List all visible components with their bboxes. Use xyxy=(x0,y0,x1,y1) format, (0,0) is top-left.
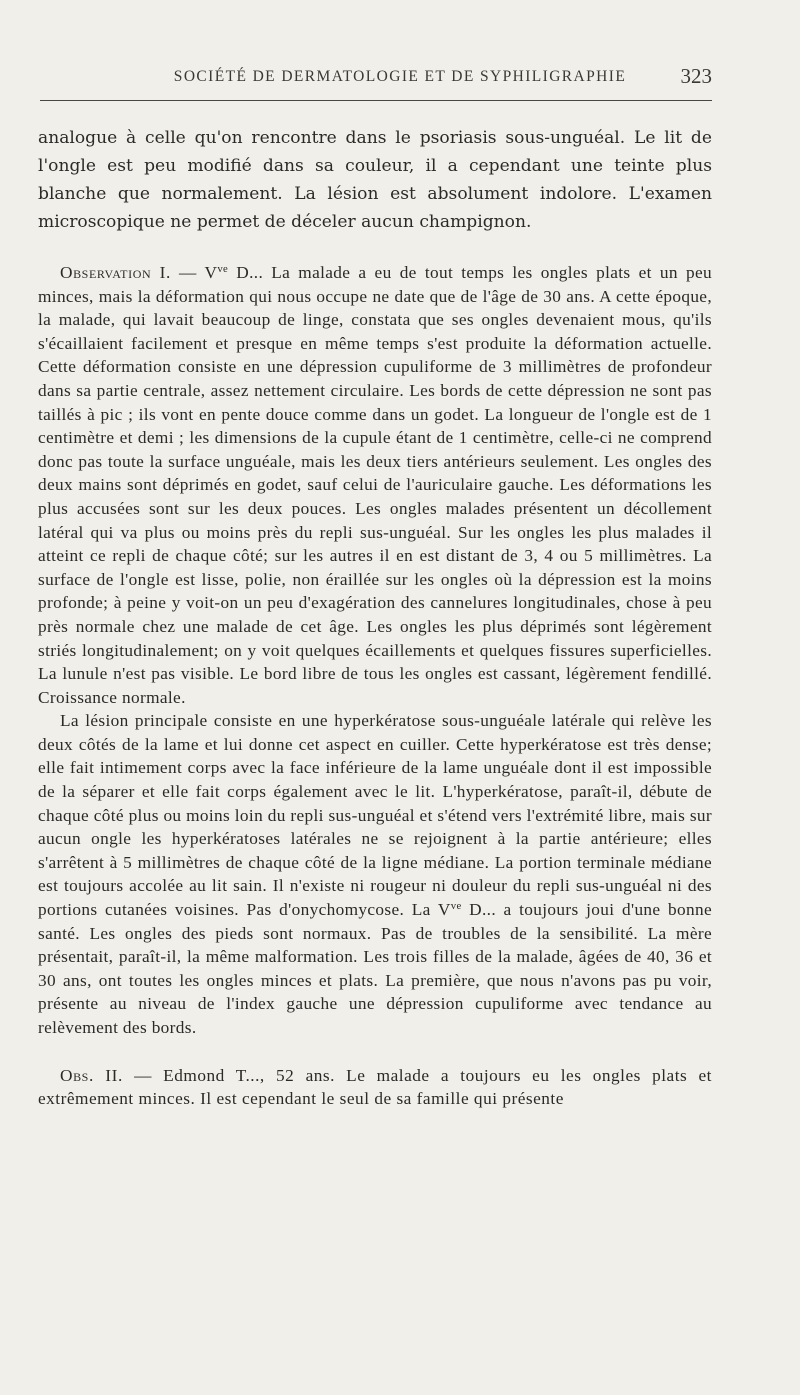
running-title: SOCIÉTÉ DE DERMATOLOGIE ET DE SYPHILIGRAPHIE xyxy=(173,68,627,85)
patient-prefix-2: V xyxy=(437,900,451,920)
patient-sup-2: ve xyxy=(450,900,462,913)
patient-sup: ve xyxy=(217,263,229,276)
observation-1-dash: — xyxy=(170,263,205,282)
observation-1-label: Observation I. xyxy=(60,263,171,282)
observation-1-text-2a: La lésion principale consiste en une hyperkératose sous-unguéale latérale qui relève les deux côtés de la lame et lui donne cet aspect en cuiller. Cette hyperkératose est très dense; elle fait intimement corps avec la face inférieure de la lame unguéale dont il est impossible de la séparer et elle fait corps également avec le lit. L'hyperkératose, paraît-il, débute de chaque côté plus ou moins loin du repli sus-unguéal et s'étend vers l'extrémité libre, mais sur aucun ongle les hyperkératoses latérales ne se rejoignent à la partie antérieure; elles s'arrêtent à 5 millimètres de chaque côté de la ligne médiane. La portion terminale médiane est toujours accolée au lit sain. Il n'existe ni rougeur ni douleur du repli sus-unguéal ni des portions cutanées voisines. Pas d'onychomycose. La xyxy=(38,711,712,920)
intro-paragraph: analogue à celle qu'on rencontre dans le psoriasis sous-unguéal. Le lit de l'ongle est peu modifié dans sa couleur, il a cependant une teinte plus blanche que normalement. La lésion est absolument indolore. L'examen microscopique ne permet de déceler aucun champignon. xyxy=(38,128,712,232)
observation-2-label: Obs. II. xyxy=(60,1065,123,1085)
observation-1-text-2b: D... a toujours joui d'une bonne santé. Les ongles des pieds sont normaux. Pas de troubles de la sensibilité. La mère présentait, paraît-il, la même malformation. Les trois filles de la malade, âgées de 40, 36 et 30 ans, ont toutes les ongles minces et plats. La première, que nous n'avons pas pu voir, présente au niveau de l'index gauche une dépression cupuliforme avec tendance au relèvement des bords. xyxy=(38,900,712,1037)
observation-2 xyxy=(38,1064,712,1111)
body-text xyxy=(38,124,712,1111)
observation-1-text: La malade a eu de tout temps les ongles plats et un peu minces, mais la déformation qui nous occupe ne date que de l'âge de 30 ans. A cette époque, la malade, qui lavait beaucoup de linge, constata que ses ongles devenaient mous, qu'ils s'écaillaient facilement et presque en même temps s'est produite la déformation actuelle. Cette déformation consiste en une dépression cupuliforme de 3 millimètres de profondeur dans sa partie centrale, assez nettement circulaire. Les bords de cette dépression ne sont pas taillés à pic ; ils vont en pente douce comme dans un godet. La longueur de l'ongle est de 1 centimètre et demi ; les dimensions de la cupule étant de 1 centimètre, celle-ci ne comprend donc pas toute la surface unguéale, mais les deux tiers antérieurs seulement. Les ongles des deux mains sont déprimés en godet, sauf celui de l'auriculaire gauche. Les déformations les plus accusées sont sur les deux pouces. Les ongles malades présentent un décollement latéral qui va plus ou moins près du repli sus-unguéal. Sur les ongles les plus malades il atteint ce repli de chaque côté; sur les autres il en est distant de 3, 4 ou 5 millimètres. La surface de l'ongle est lisse, polie, non éraillée sur les ongles où la dépression est la moins profonde; à peine y voit-on un peu d'exagération des cannelures longitudinales, chose à peu près normale chez une malade de cet âge. Les ongles les plus déprimés sont légèrement striés longitudinalement; on y voit quelques écaillements et quelques fissures superficielles. La lunule n'est pas visible. Le bord libre de tous les ongles est cassant, légèrement fendillé. Croissance normale. xyxy=(38,263,713,707)
header-rule xyxy=(40,100,712,101)
observation-2-paragraph xyxy=(38,1064,712,1111)
page-number: 323 xyxy=(680,64,712,88)
observation-1-paragraph-1 xyxy=(38,261,712,709)
observation-2-text: — Edmond T..., 52 ans. Le malade a toujours eu les ongles plats et extrêmement minces. Il est cependant le seul de sa famille qui présente xyxy=(38,1065,712,1109)
patient-suffix: D... xyxy=(228,263,264,282)
running-head xyxy=(40,62,712,92)
observation-1-paragraph-2 xyxy=(38,709,712,1039)
patient-prefix: V xyxy=(204,263,218,282)
observation-1 xyxy=(38,261,712,1040)
